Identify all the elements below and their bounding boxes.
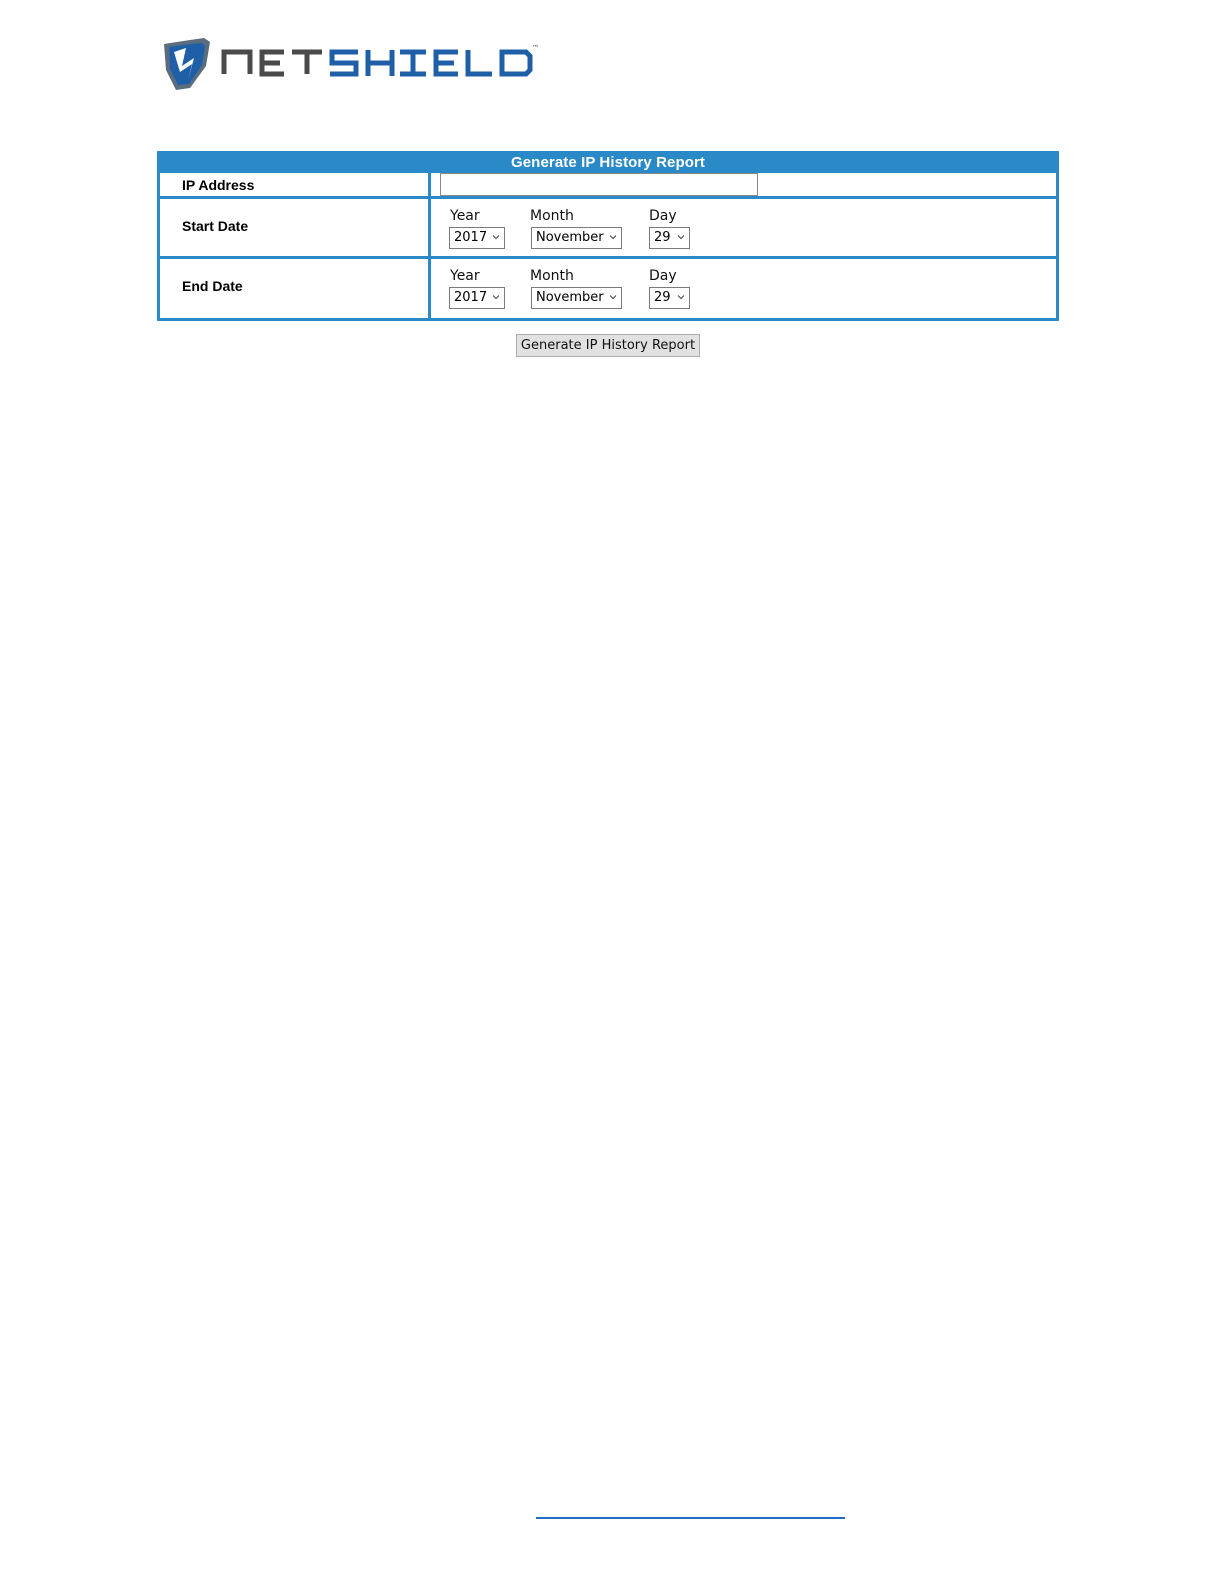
footer-link-underline: [536, 1517, 845, 1519]
start-month-select[interactable]: [531, 227, 622, 249]
start-month-value: November: [536, 230, 604, 245]
start-day-value: 29: [654, 230, 671, 245]
netshield-wordmark: [224, 50, 530, 76]
end-month-value: November: [536, 290, 604, 305]
start-day-label: Day: [649, 208, 677, 224]
chevron-down-icon: [609, 233, 617, 241]
end-year-value: 2017: [454, 290, 488, 305]
end-day-label: Day: [649, 268, 677, 284]
end-month-select[interactable]: [531, 287, 622, 309]
end-year-select[interactable]: [449, 287, 505, 309]
start-year-select[interactable]: [449, 227, 505, 249]
end-day-value: 29: [654, 290, 671, 305]
start-day-select[interactable]: [649, 227, 690, 249]
chevron-down-icon: [609, 293, 617, 301]
end-month-label: Month: [530, 268, 574, 284]
chevron-down-icon: [677, 233, 685, 241]
chevron-down-icon: [492, 233, 500, 241]
ip-address-input[interactable]: [440, 173, 758, 196]
start-year-label: Year: [450, 208, 480, 224]
end-date-row: [160, 256, 1056, 321]
end-date-label: End Date: [182, 278, 243, 294]
start-year-value: 2017: [454, 230, 488, 245]
ip-address-label: IP Address: [182, 177, 255, 193]
netshield-logo: [160, 36, 544, 94]
form-title: Generate IP History Report: [160, 154, 1056, 170]
chevron-down-icon: [677, 293, 685, 301]
ip-address-row: [160, 170, 1056, 199]
generate-report-button[interactable]: Generate IP History Report: [516, 334, 700, 357]
end-year-label: Year: [450, 268, 480, 284]
trademark-mark: ™: [532, 44, 539, 52]
ip-history-report-form: [157, 151, 1059, 321]
end-day-select[interactable]: [649, 287, 690, 309]
start-date-label: Start Date: [182, 218, 249, 234]
chevron-down-icon: [492, 293, 500, 301]
start-month-label: Month: [530, 208, 574, 224]
start-date-row: [160, 196, 1056, 259]
